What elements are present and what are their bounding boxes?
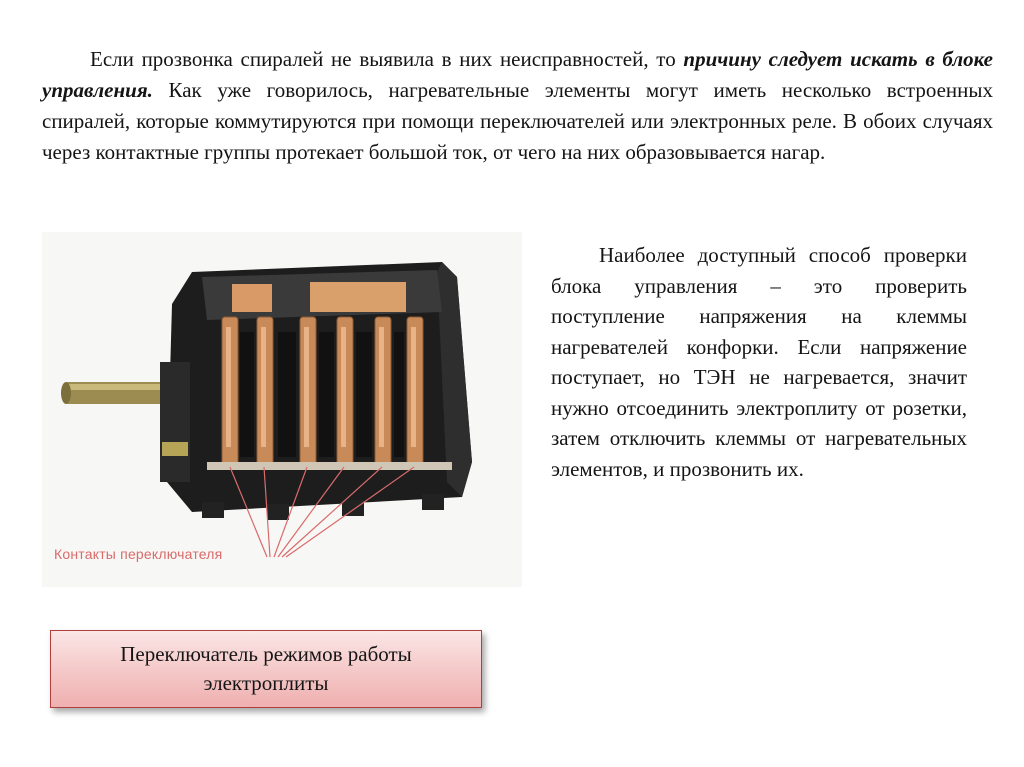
intro-emphasis: причину следует искать в блоке управления. bbox=[42, 47, 993, 102]
intro-text-end: Как уже говорилось, нагревательные элементы могут иметь несколько встроенных спиралей, которые коммутируются при помощи переключателей или электронных реле. В обоих случаях через контактные группы протекает большой ток, от чего на них образовывается нагар. bbox=[42, 78, 993, 164]
photo-label: Контакты переключателя bbox=[54, 546, 223, 562]
intro-text-start: Если прозвонка спиралей не выявила в них неисправностей, то bbox=[90, 47, 684, 71]
switch-illustration bbox=[42, 232, 522, 587]
method-paragraph: Наиболее доступный способ проверки блока управления – это проверить поступление напряжения на клеммы нагревателей конфорки. Если напряжение поступает, но ТЭН не нагревается, значит нужно отсоединить электроплиту от розетки, затем отключить клеммы от нагревательных элементов, и прозвонить их. bbox=[551, 243, 967, 481]
switch-photo bbox=[42, 232, 522, 587]
intro-paragraph bbox=[42, 44, 993, 168]
caption-text: Переключатель режимов работы электроплиты bbox=[120, 642, 412, 695]
caption-box bbox=[50, 630, 482, 708]
